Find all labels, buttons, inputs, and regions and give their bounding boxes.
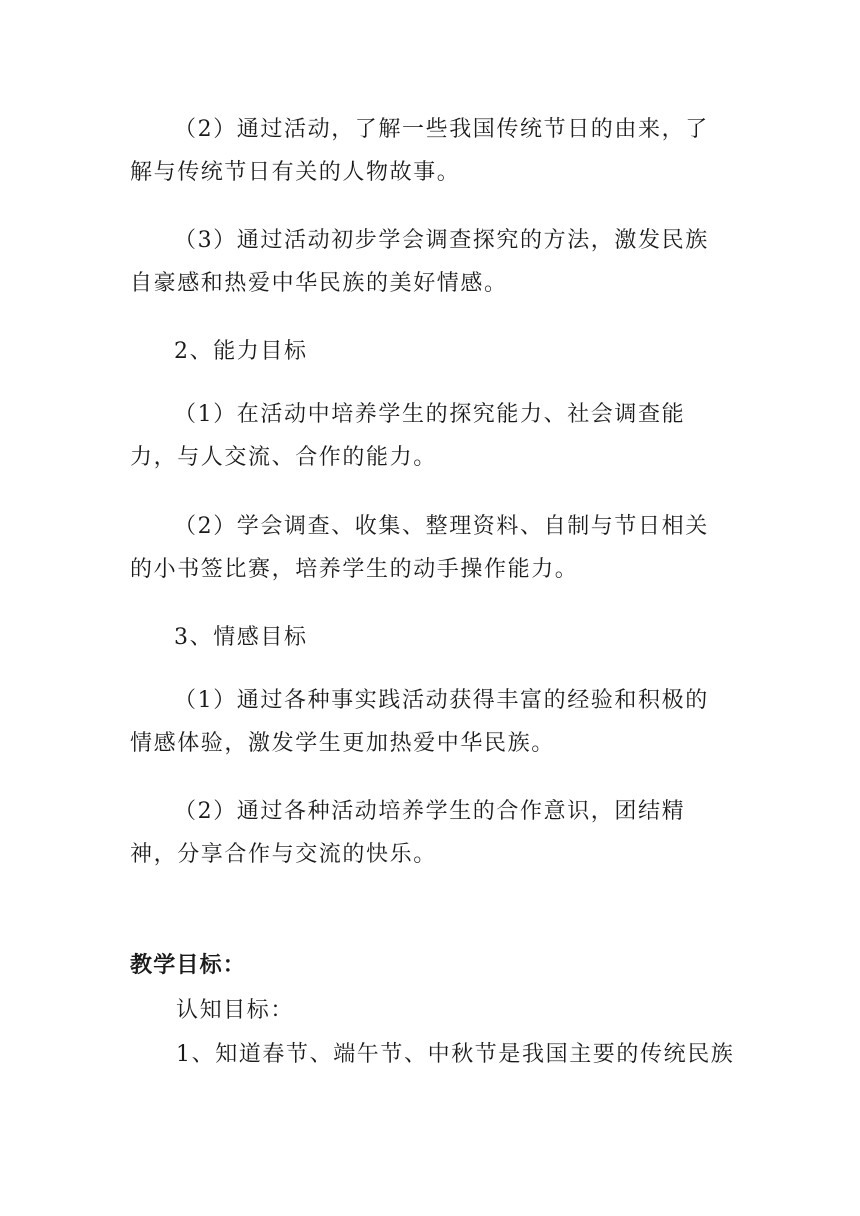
paragraph-emotion-1: （1）通过各种事实践活动获得丰富的经验和积极的情感体验，激发学生更加热爱中华民族。 [130,688,709,756]
paragraph-knowledge-3: （3）通过活动初步学会调查探究的方法，激发民族自豪感和热爱中华民族的美好情感。 [130,228,709,296]
list-item-1: 1、知道春节、端午节、中秋节是我国主要的传统民族 [176,1042,735,1067]
heading-emotion-goal: 3、情感目标 [174,625,308,650]
paragraph-ability-1: （1）在活动中培养学生的探究能力、社会调查能力，与人交流、合作的能力。 [130,402,686,470]
paragraph-knowledge-2: （2）通过活动，了解一些我国传统节日的由来，了解与传统节日有关的人物故事。 [130,117,709,185]
heading-ability-goal: 2、能力目标 [174,339,308,364]
subheading-cognitive-goal: 认知目标： [176,998,295,1023]
section-heading: 教学目标： [130,953,247,978]
paragraph-ability-2: （2）学会调查、收集、整理资料、自制与节日相关的小书签比赛，培养学生的动手操作能力。 [130,514,709,582]
paragraph-emotion-2: （2）通过各种活动培养学生的合作意识，团结精神，分享合作与交流的快乐。 [130,799,686,867]
